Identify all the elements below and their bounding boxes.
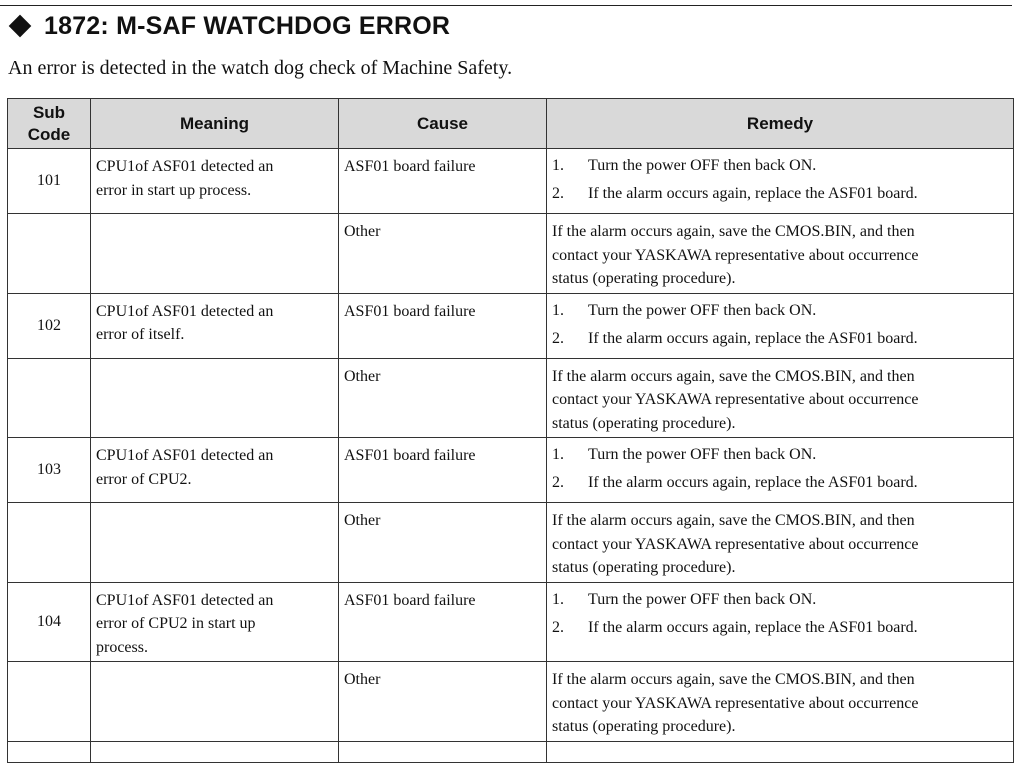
step-number: 1. <box>552 590 564 608</box>
meaning-line: CPU1of ASF01 detected an <box>96 447 274 464</box>
diamond-bullet-icon <box>9 15 32 38</box>
step-number: 2. <box>552 185 564 202</box>
page-heading <box>8 12 450 41</box>
meaning-cell <box>91 582 339 662</box>
table-row <box>8 438 1014 503</box>
table-row <box>8 358 1014 438</box>
meaning-cell-empty <box>91 662 339 742</box>
step-text: Turn the power OFF then back ON. <box>588 590 817 608</box>
cause-cell: ASF01 board failure <box>339 582 547 662</box>
alarm-table <box>7 98 1014 763</box>
remedy-cell <box>547 662 1014 742</box>
step-text: If the alarm occurs again, replace the ASF01 board. <box>588 185 918 202</box>
remedy-line: If the alarm occurs again, save the CMOS.BIN, and then <box>552 671 915 688</box>
remedy-line: status (operating procedure). <box>552 414 736 432</box>
sub-code-cell: 102 <box>8 293 91 358</box>
remedy-line: If the alarm occurs again, save the CMOS.BIN, and then <box>552 367 915 385</box>
remedy-line: contact your YASKAWA representative about occurrence <box>552 246 919 264</box>
remedy-cell <box>547 582 1014 662</box>
meaning-cell <box>91 293 339 358</box>
remedy-line: status (operating procedure). <box>552 718 736 735</box>
header-cause: Cause <box>339 99 547 149</box>
meaning-line: error of itself. <box>96 326 185 343</box>
remedy-step <box>552 328 1009 350</box>
remedy-cell <box>547 503 1014 583</box>
table-row <box>8 582 1014 662</box>
meaning-line: CPU1of ASF01 detected an <box>96 591 274 609</box>
remedy-step <box>552 444 1009 466</box>
sub-code-cell-empty <box>8 214 91 294</box>
alarm-description: An error is detected in the watch dog check of Machine Safety. <box>8 57 513 79</box>
cause-cell: ASF01 board failure <box>339 149 547 214</box>
header-sub-code: Sub Code <box>8 99 91 149</box>
remedy-line: contact your YASKAWA representative about occurrence <box>552 535 919 553</box>
step-number: 1. <box>552 446 564 463</box>
remedy-cell <box>547 214 1014 294</box>
remedy-line: If the alarm occurs again, save the CMOS.BIN, and then <box>552 512 915 529</box>
meaning-line: error of CPU2. <box>96 470 192 488</box>
cause-cell: Other <box>339 503 547 583</box>
table-row <box>8 214 1014 294</box>
cause-cell: Other <box>339 214 547 294</box>
remedy-step <box>552 472 1009 494</box>
remedy-line: contact your YASKAWA representative about occurrence <box>552 694 919 712</box>
remedy-step <box>552 155 1009 177</box>
step-number: 2. <box>552 474 564 491</box>
cause-cell: ASF01 board failure <box>339 438 547 503</box>
remedy-step <box>552 617 1009 639</box>
sub-code-cell-empty <box>8 358 91 438</box>
heading-title: 1872: M-SAF WATCHDOG ERROR <box>44 12 451 40</box>
step-text: Turn the power OFF then back ON. <box>588 446 817 463</box>
sub-code-cell-empty <box>8 662 91 742</box>
remedy-step <box>552 589 1009 611</box>
meaning-line: CPU1of ASF01 detected an <box>96 158 274 175</box>
table-row <box>8 293 1014 358</box>
remedy-cell <box>547 293 1014 358</box>
remedy-step <box>552 300 1009 322</box>
table-row <box>8 662 1014 742</box>
remedy-line: status (operating procedure). <box>552 559 736 576</box>
step-number: 1. <box>552 157 564 174</box>
cause-cell: Other <box>339 358 547 438</box>
remedy-steps <box>552 444 1009 494</box>
remedy-step <box>552 183 1009 205</box>
step-text: If the alarm occurs again, replace the ASF01 board. <box>588 329 918 347</box>
meaning-line: error in start up process. <box>96 181 252 199</box>
cause-cell: ASF01 board failure <box>339 293 547 358</box>
meaning-cell <box>91 438 339 503</box>
step-number: 1. <box>552 301 564 319</box>
remedy-line: If the alarm occurs again, save the CMOS.BIN, and then <box>552 223 915 240</box>
remedy-cell <box>547 149 1014 214</box>
step-text: Turn the power OFF then back ON. <box>588 157 817 174</box>
meaning-cell-empty <box>91 503 339 583</box>
meaning-cell-empty <box>91 214 339 294</box>
step-text: If the alarm occurs again, replace the ASF01 board. <box>588 618 918 636</box>
sub-code-cell: 101 <box>8 149 91 214</box>
meaning-line: CPU1of ASF01 detected an <box>96 302 274 320</box>
remedy-line: status (operating procedure). <box>552 270 736 287</box>
step-number: 2. <box>552 329 564 347</box>
step-text: Turn the power OFF then back ON. <box>588 301 817 319</box>
step-text: If the alarm occurs again, replace the ASF01 board. <box>588 474 918 491</box>
meaning-cell-empty <box>91 358 339 438</box>
table-row <box>8 503 1014 583</box>
header-meaning: Meaning <box>91 99 339 149</box>
remedy-steps <box>552 155 1009 205</box>
step-number: 2. <box>552 618 564 636</box>
table-header-row <box>8 99 1014 149</box>
header-remedy: Remedy <box>547 99 1014 149</box>
sub-code-cell-empty <box>8 503 91 583</box>
meaning-line: error of CPU2 in start up <box>96 615 256 632</box>
sub-code-cell: 104 <box>8 582 91 662</box>
table-row <box>8 149 1014 214</box>
remedy-cell <box>547 358 1014 438</box>
cause-cell: Other <box>339 662 547 742</box>
remedy-line: contact your YASKAWA representative about occurrence <box>552 391 919 408</box>
sub-code-cell: 103 <box>8 438 91 503</box>
remedy-cell <box>547 438 1014 503</box>
remedy-steps <box>552 589 1009 639</box>
top-rule <box>0 5 1012 6</box>
meaning-line: process. <box>96 638 148 656</box>
meaning-cell <box>91 149 339 214</box>
table-row-cutoff <box>8 741 1014 762</box>
remedy-steps <box>552 300 1009 350</box>
